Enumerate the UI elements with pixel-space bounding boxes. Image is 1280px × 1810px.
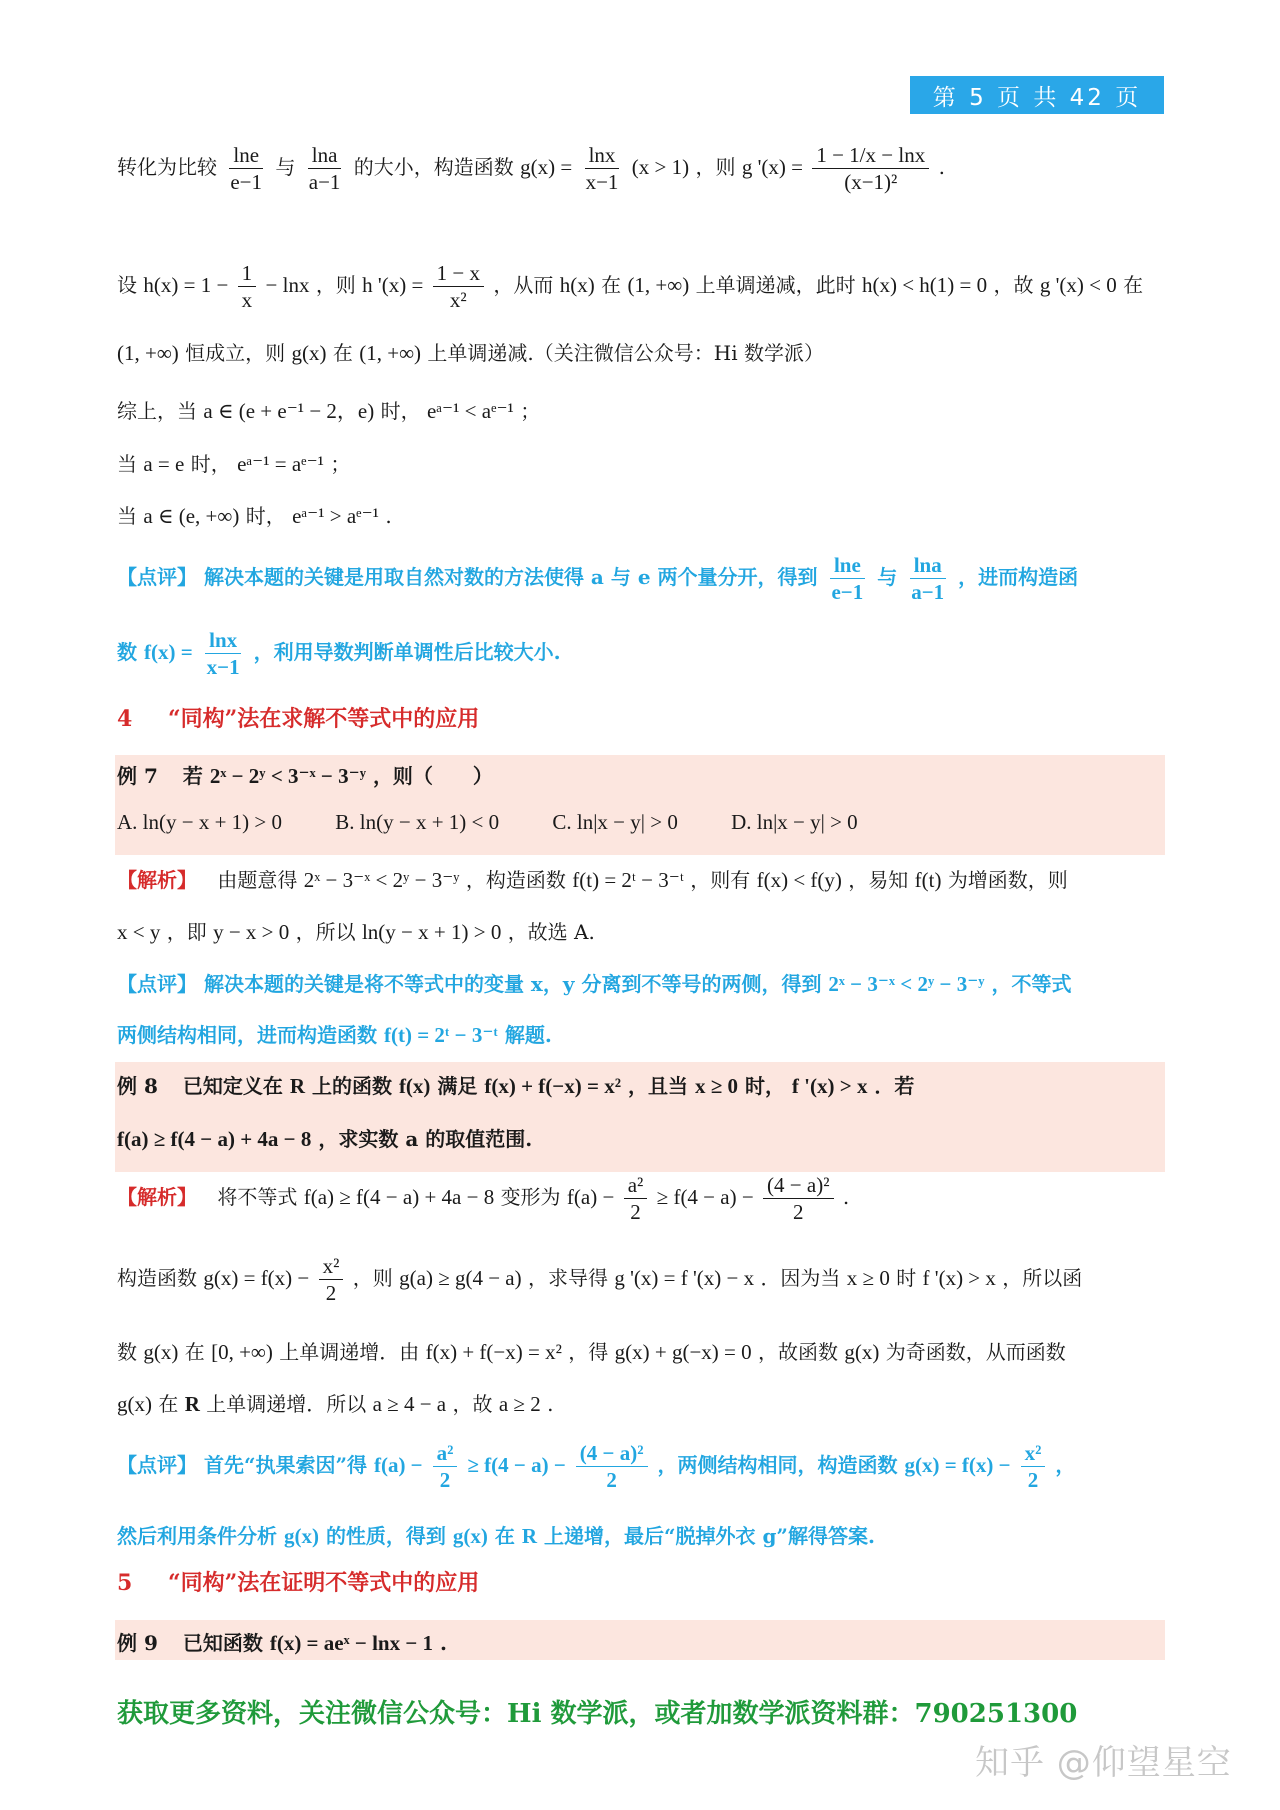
text: 数 bbox=[117, 1340, 137, 1364]
solution-line-3 bbox=[117, 337, 1164, 366]
text: ，所以 bbox=[295, 920, 356, 944]
text: 时 bbox=[896, 1266, 917, 1290]
formula: a ∈ (e, +∞) bbox=[143, 504, 240, 528]
formula: a ≥ 2 bbox=[498, 1392, 541, 1416]
denominator: 2 bbox=[606, 1468, 617, 1492]
text: ，两侧结构相同，构造函数 bbox=[657, 1453, 898, 1477]
denominator: 2 bbox=[1027, 1468, 1039, 1492]
comment-8-line-2 bbox=[117, 1520, 1164, 1549]
formula: f(t) bbox=[914, 868, 942, 892]
text: ，得 bbox=[568, 1340, 609, 1364]
text: ，且当 bbox=[627, 1074, 688, 1098]
numerator: x² bbox=[319, 1253, 344, 1280]
denominator: (x−1)² bbox=[844, 170, 898, 194]
example-7-options bbox=[117, 810, 1164, 835]
formula: f(a) − bbox=[566, 1185, 615, 1209]
text: ； bbox=[330, 452, 351, 476]
numerator: 1 − x bbox=[433, 260, 484, 287]
text: ，则 bbox=[315, 273, 356, 297]
fraction bbox=[319, 1253, 344, 1306]
text: 在 bbox=[494, 1524, 515, 1548]
text: 数 bbox=[117, 640, 137, 664]
text: 转化为比较 bbox=[117, 155, 217, 179]
formula: eᵃ⁻¹ > aᵉ⁻¹ bbox=[292, 504, 379, 528]
text: ．因为当 bbox=[760, 1266, 841, 1290]
option-a: A. ln(y − x + 1) > 0 bbox=[117, 810, 283, 834]
comment-7-line-1 bbox=[117, 968, 1164, 997]
numerator: 1 bbox=[238, 260, 257, 287]
numerator: lnx bbox=[585, 142, 620, 169]
text: 在 bbox=[158, 1392, 179, 1416]
formula: h(x) < h(1) = 0 bbox=[861, 273, 988, 297]
text: 在 bbox=[601, 273, 622, 297]
comment-1-line-1 bbox=[117, 552, 1164, 605]
formula: f(x) < f(y) bbox=[756, 868, 842, 892]
formula: f(a) − bbox=[373, 1453, 423, 1477]
fraction bbox=[582, 142, 623, 195]
comment-1-line-2 bbox=[117, 627, 1164, 680]
formula: f(x) = aeˣ − lnx − 1 bbox=[269, 1631, 434, 1655]
solution-line-4 bbox=[117, 395, 1164, 425]
text: 上单调递增．所以 bbox=[206, 1392, 367, 1416]
fraction bbox=[907, 552, 948, 605]
text: 与 bbox=[877, 565, 898, 589]
formula: (x > 1) bbox=[631, 155, 690, 179]
formula: y − x > 0 bbox=[213, 920, 290, 944]
text: ．若 bbox=[874, 1074, 915, 1098]
fraction bbox=[763, 1172, 833, 1225]
text: 满足 bbox=[437, 1074, 478, 1098]
text: ，则（ ） bbox=[372, 764, 493, 788]
comment-7-line-2 bbox=[117, 1019, 1164, 1048]
formula: x ≥ 0 bbox=[694, 1074, 738, 1098]
formula: h '(x) = bbox=[362, 273, 424, 297]
denominator: 2 bbox=[793, 1200, 804, 1224]
text: ， bbox=[1055, 1453, 1076, 1477]
text: . bbox=[842, 1185, 850, 1209]
text: 由题意得 bbox=[217, 868, 298, 892]
formula: f(x) + f(−x) = x² bbox=[484, 1074, 622, 1098]
text: ，即 bbox=[166, 920, 207, 944]
formula: f(t) = 2ᵗ − 3⁻ᵗ bbox=[572, 868, 684, 892]
text: 当 bbox=[117, 504, 137, 528]
text: 上的函数 bbox=[311, 1074, 392, 1098]
section-number: 5 bbox=[117, 1570, 133, 1596]
denominator: x−1 bbox=[585, 170, 619, 194]
option-d: D. ln|x − y| > 0 bbox=[731, 810, 858, 834]
formula: ln(y − x + 1) > 0 bbox=[361, 920, 502, 944]
numerator: lna bbox=[910, 552, 946, 579]
text: 与 bbox=[275, 155, 296, 179]
numerator: lne bbox=[229, 142, 263, 169]
section-5-heading bbox=[117, 1566, 1164, 1597]
text: 然后利用条件分析 bbox=[117, 1524, 277, 1548]
formula: f '(x) > x bbox=[922, 1266, 996, 1290]
option-c: C. ln|x − y| > 0 bbox=[552, 810, 678, 834]
denominator: x bbox=[241, 288, 253, 312]
fraction bbox=[624, 1172, 648, 1225]
text: ，所以函 bbox=[1002, 1266, 1083, 1290]
text: 综上，当 bbox=[117, 399, 197, 423]
text: 时， bbox=[744, 1074, 785, 1098]
solution-7-line-2 bbox=[117, 916, 1164, 945]
fraction bbox=[433, 1440, 458, 1493]
text: 时， bbox=[245, 504, 286, 528]
text: 的大小，构造函数 bbox=[353, 155, 514, 179]
text: 解决本题的关键是用取自然对数的方法使得 a 与 e 两个量分开，得到 bbox=[203, 565, 818, 589]
numerator: 1 − 1/x − lnx bbox=[812, 142, 929, 169]
numerator: lne bbox=[830, 552, 865, 579]
text: ，则 bbox=[352, 1266, 393, 1290]
formula: eᵃ⁻¹ < aᵉ⁻¹ bbox=[426, 399, 514, 423]
comment-8-line-1 bbox=[117, 1440, 1164, 1493]
denominator: 2 bbox=[439, 1468, 451, 1492]
text: ，不等式 bbox=[991, 972, 1072, 996]
formula: f(a) ≥ f(4 − a) + 4a − 8 bbox=[117, 1127, 312, 1151]
text: 时， bbox=[380, 399, 421, 423]
formula: g(x) = f(x) − bbox=[904, 1453, 1011, 1477]
numerator: (4 − a)² bbox=[576, 1440, 648, 1467]
text: 在 bbox=[184, 1340, 205, 1364]
fraction bbox=[812, 142, 929, 195]
numerator: a² bbox=[624, 1172, 648, 1199]
section-number: 4 bbox=[117, 706, 133, 732]
fraction bbox=[433, 260, 484, 313]
text: 时， bbox=[190, 452, 231, 476]
solution-line-6 bbox=[117, 500, 1164, 529]
formula: h(x) = 1 − bbox=[143, 273, 229, 297]
text: . bbox=[385, 504, 392, 528]
denominator: x−1 bbox=[206, 655, 240, 679]
text: 变形为 bbox=[500, 1185, 561, 1209]
text: 的性质，得到 bbox=[325, 1524, 446, 1548]
formula: g(x) bbox=[143, 1340, 179, 1364]
formula: x < y bbox=[117, 920, 161, 944]
section-title: “同构”法在证明不等式中的应用 bbox=[167, 1570, 480, 1596]
text: ，求导得 bbox=[527, 1266, 608, 1290]
text: 恒成立，则 bbox=[185, 341, 286, 365]
formula: [0, +∞) bbox=[211, 1340, 273, 1364]
formula: g(x) = bbox=[520, 155, 573, 179]
formula: f(a) ≥ f(4 − a) + 4a − 8 bbox=[303, 1185, 495, 1209]
solution-line-1 bbox=[117, 142, 1164, 195]
formula: g(x) bbox=[283, 1524, 319, 1548]
promo-footer: 获取更多资料，关注微信公众号：Hi 数学派，或者加数学派资料群：790251300 bbox=[117, 1699, 1078, 1729]
example-8-line-2 bbox=[117, 1123, 1164, 1152]
numerator: lnx bbox=[205, 627, 241, 654]
solution-line-2 bbox=[117, 260, 1164, 313]
denominator: 2 bbox=[325, 1281, 337, 1305]
formula: f(x) + f(−x) = x² bbox=[425, 1340, 562, 1364]
formula: g(x) = f(x) − bbox=[203, 1266, 310, 1290]
text: . bbox=[938, 155, 945, 179]
option-b: B. ln(y − x + 1) < 0 bbox=[335, 810, 500, 834]
formula: a ≥ 4 − a bbox=[372, 1392, 447, 1416]
text: 解决本题的关键是将不等式中的变量 x，y 分离到不等号的两侧，得到 bbox=[203, 972, 822, 996]
formula: g '(x) < 0 bbox=[1039, 273, 1117, 297]
text: ，则 bbox=[695, 155, 736, 179]
solution-8-line-1 bbox=[117, 1172, 1164, 1225]
text: 上单调递减，此时 bbox=[695, 273, 856, 297]
formula: g(a) ≥ g(4 − a) bbox=[399, 1266, 522, 1290]
text: 在 bbox=[332, 341, 353, 365]
formula: R bbox=[521, 1524, 538, 1548]
formula: g(x) bbox=[452, 1524, 488, 1548]
solution-8-line-4 bbox=[117, 1388, 1164, 1417]
formula: (1, +∞) bbox=[117, 341, 179, 365]
text: 上单调递减.（关注微信公众号：Hi 数学派） bbox=[427, 341, 824, 365]
formula: a ∈ (e + e⁻¹ − 2，e) bbox=[203, 399, 375, 423]
fraction bbox=[238, 260, 257, 313]
solution-7-line-1 bbox=[117, 864, 1164, 893]
page-number-badge: 第 5 页 共 42 页 bbox=[910, 76, 1164, 114]
text: 为奇函数，从而函数 bbox=[885, 1340, 1066, 1364]
text: 将不等式 bbox=[217, 1185, 298, 1209]
text: ； bbox=[520, 399, 541, 423]
fraction bbox=[1021, 1440, 1046, 1493]
text: 已知定义在 bbox=[182, 1074, 283, 1098]
solution-tag: 【解析】 bbox=[117, 1185, 197, 1209]
formula: f '(x) > x bbox=[791, 1074, 868, 1098]
formula: g '(x) = bbox=[741, 155, 803, 179]
comment-tag: 【点评】 bbox=[117, 565, 197, 589]
text: ，故 bbox=[993, 273, 1034, 297]
text: 上单调递增．由 bbox=[279, 1340, 420, 1364]
denominator: e−1 bbox=[230, 170, 263, 194]
example-label: 例 7 bbox=[117, 764, 158, 788]
text: 若 bbox=[182, 764, 203, 788]
text: 设 bbox=[117, 273, 137, 297]
denominator: a−1 bbox=[308, 170, 341, 194]
comment-tag: 【点评】 bbox=[117, 972, 197, 996]
text: 在 bbox=[1123, 273, 1144, 297]
text: 解题. bbox=[504, 1023, 552, 1047]
example-8-line-1 bbox=[117, 1070, 1164, 1099]
numerator: lna bbox=[308, 142, 342, 169]
text: ，故 bbox=[452, 1392, 493, 1416]
text: ，求实数 a 的取值范围. bbox=[318, 1127, 533, 1151]
solution-line-5 bbox=[117, 448, 1164, 477]
formula: f(x) = bbox=[143, 640, 193, 664]
text: 上递增，最后“脱掉外衣 g”解得答案. bbox=[543, 1524, 875, 1548]
text: 两侧结构相同，进而构造函数 bbox=[117, 1023, 377, 1047]
fraction bbox=[203, 627, 244, 680]
formula: 2ˣ − 3⁻ˣ < 2ʸ − 3⁻ʸ bbox=[828, 972, 985, 996]
section-title: “同构”法在求解不等式中的应用 bbox=[167, 706, 480, 732]
formula: ≥ f(4 − a) − bbox=[656, 1185, 754, 1209]
numerator: a² bbox=[433, 1440, 458, 1467]
formula: g(x) bbox=[117, 1392, 152, 1416]
example-label: 例 9 bbox=[117, 1631, 158, 1655]
text: 当 bbox=[117, 452, 137, 476]
formula: g '(x) = f '(x) − x bbox=[614, 1266, 755, 1290]
formula: eᵃ⁻¹ = aᵉ⁻¹ bbox=[237, 452, 324, 476]
text: ，故函数 bbox=[758, 1340, 838, 1364]
formula: − lnx bbox=[265, 273, 310, 297]
formula: R bbox=[289, 1074, 305, 1098]
text: ，则有 bbox=[690, 868, 751, 892]
formula: R bbox=[184, 1392, 200, 1416]
text: ，构造函数 bbox=[465, 868, 566, 892]
solution-8-line-3 bbox=[117, 1336, 1164, 1365]
formula: 2ˣ − 3⁻ˣ < 2ʸ − 3⁻ʸ bbox=[303, 868, 460, 892]
text: ，进而构造函 bbox=[958, 565, 1079, 589]
text: 为增函数，则 bbox=[947, 868, 1068, 892]
formula: g(x) + g(−x) = 0 bbox=[614, 1340, 752, 1364]
text: 首先“执果索因”得 bbox=[203, 1453, 367, 1477]
formula: f(t) = 2ᵗ − 3⁻ᵗ bbox=[383, 1023, 498, 1047]
zhihu-watermark: 知乎 @仰望星空 bbox=[975, 1743, 1232, 1783]
fraction bbox=[226, 142, 266, 195]
fraction bbox=[827, 552, 867, 605]
denominator: x² bbox=[449, 288, 467, 312]
numerator: (4 − a)² bbox=[763, 1172, 833, 1199]
text: 已知函数 bbox=[182, 1631, 263, 1655]
formula: 2ˣ − 2ʸ < 3⁻ˣ − 3⁻ʸ bbox=[209, 764, 366, 788]
formula: f(x) bbox=[398, 1074, 431, 1098]
text: ，易知 bbox=[848, 868, 909, 892]
example-label: 例 8 bbox=[117, 1074, 158, 1098]
example-7-stem bbox=[117, 760, 1164, 789]
text: 构造函数 bbox=[117, 1266, 197, 1290]
text: ，故选 A. bbox=[507, 920, 595, 944]
formula: g(x) bbox=[844, 1340, 880, 1364]
text: ，利用导数判断单调性后比较大小. bbox=[253, 640, 561, 664]
denominator: 2 bbox=[630, 1200, 641, 1224]
denominator: a−1 bbox=[911, 580, 945, 604]
solution-8-line-2 bbox=[117, 1253, 1164, 1306]
formula: h(x) bbox=[559, 273, 595, 297]
denominator: e−1 bbox=[831, 580, 864, 604]
formula: (1, +∞) bbox=[627, 273, 690, 297]
text: . bbox=[440, 1631, 447, 1655]
example-9-stem bbox=[117, 1627, 1164, 1656]
formula: a = e bbox=[143, 452, 185, 476]
text: . bbox=[547, 1392, 554, 1416]
numerator: x² bbox=[1021, 1440, 1046, 1467]
comment-tag: 【点评】 bbox=[117, 1453, 197, 1477]
formula: x ≥ 0 bbox=[846, 1266, 890, 1290]
text: ，从而 bbox=[493, 273, 554, 297]
formula: g(x) bbox=[291, 341, 327, 365]
formula: (1, +∞) bbox=[359, 341, 422, 365]
section-4-heading bbox=[117, 702, 1164, 733]
solution-tag: 【解析】 bbox=[117, 868, 197, 892]
formula: ≥ f(4 − a) − bbox=[467, 1453, 566, 1477]
fraction bbox=[576, 1440, 648, 1493]
fraction bbox=[305, 142, 345, 195]
